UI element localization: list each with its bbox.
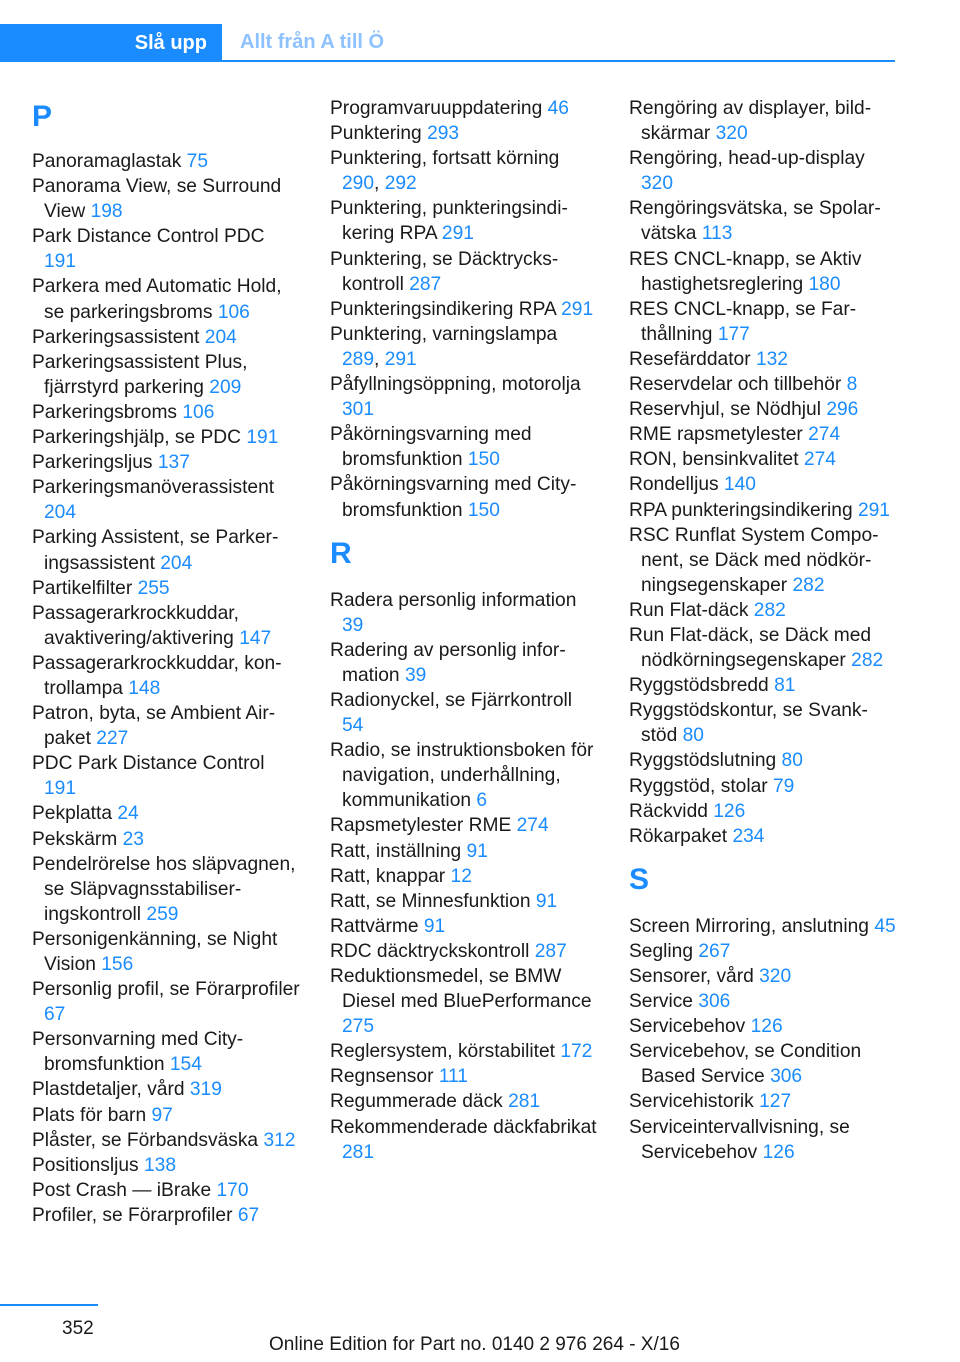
index-entry-text: Radionyckel, se Fjärrkontroll: [330, 689, 573, 711]
page-link[interactable]: 113: [701, 223, 733, 245]
index-entry: [32, 1077, 300, 1102]
index-entry: [330, 422, 598, 472]
index-entry-text: Servicehistorik: [629, 1091, 754, 1113]
index-entry: [629, 1014, 897, 1039]
index-entry: [32, 325, 300, 350]
page-link[interactable]: 24: [117, 803, 139, 825]
page-link[interactable]: 8: [846, 374, 858, 396]
index-entry: [629, 372, 897, 397]
page-link[interactable]: 204: [204, 326, 237, 348]
page-link[interactable]: 12: [450, 865, 472, 887]
page-link[interactable]: 291: [857, 499, 890, 521]
page-link[interactable]: 81: [774, 675, 796, 697]
index-entry: [629, 989, 897, 1014]
index-entry-text: Serviceintervallvisning, se Servicebehov: [629, 1116, 850, 1163]
page-link[interactable]: 75: [186, 151, 209, 172]
index-entry: [330, 964, 598, 1039]
index-entry: [629, 422, 897, 447]
page-separator: ,: [374, 348, 380, 370]
index-entry-text: Patron, byta, se Ambient Air-paket: [32, 703, 276, 750]
index-entry-text: RON, bensinkvalitet: [629, 449, 799, 471]
index-entry: [330, 889, 598, 914]
index-entry: [629, 96, 897, 146]
index-entry: [629, 748, 897, 773]
page-link[interactable]: 234: [732, 825, 765, 847]
index-entry: [32, 801, 300, 826]
page-link[interactable]: 80: [682, 725, 704, 747]
page-link[interactable]: 91: [466, 840, 488, 862]
page-link[interactable]: 111: [438, 1066, 468, 1088]
page-link[interactable]: 127: [759, 1091, 792, 1113]
index-column-2: [330, 96, 598, 1165]
page-link[interactable]: 150: [467, 499, 500, 521]
page-link[interactable]: 319: [189, 1079, 222, 1101]
index-entry-text: Sensorer, vård: [629, 966, 754, 987]
index-entry: [629, 196, 897, 246]
index-entry: [629, 673, 897, 698]
tab-sla-upp[interactable]: Slå upp: [0, 24, 222, 62]
index-entry-text: Run Flat-däck, se Däck med nödkörningsegenskaper: [629, 624, 872, 672]
index-entry-text: Radio, se instruktionsboken för navigation, underhållning, kommunikation: [330, 740, 594, 812]
index-entry-text: Rengöring, head-up-display: [629, 148, 865, 170]
index-entry-text: Reglersystem, körstabilitet: [330, 1041, 555, 1063]
index-entry: [32, 977, 300, 1027]
index-entry-text: Parkeringsassistent Plus, fjärrstyrd parkering: [32, 351, 248, 398]
index-entry: [330, 121, 598, 146]
index-entry: [629, 623, 897, 673]
index-entry: [330, 1039, 598, 1064]
page-link[interactable]: 320: [641, 173, 674, 195]
page-link[interactable]: 296: [826, 399, 859, 421]
index-entry: [629, 447, 897, 472]
index-entry-text: Rekommenderade däckfabrikat: [330, 1116, 597, 1138]
index-entry-text: Segling: [629, 940, 694, 962]
index-entry-text: Påfyllningsöppning, motorolja: [330, 374, 581, 396]
index-entry-text: Ryggstödskontur, se Svankstöd: [629, 700, 868, 747]
index-entry-text: Panorama View, se Surround View: [32, 176, 282, 223]
index-entry-text: Punktering: [330, 123, 422, 145]
index-entry-text: Servicebehov: [629, 1016, 746, 1038]
tab-allt-fran-a-till-o[interactable]: Allt från A till Ö: [240, 30, 385, 53]
index-entry-text: Reservhjul, se Nödhjul: [629, 399, 821, 421]
index-entry-text: Positionsljus: [32, 1154, 139, 1176]
page-link[interactable]: 132: [755, 348, 788, 370]
index-entry: [32, 450, 300, 475]
page-link[interactable]: 291: [441, 223, 474, 245]
index-entry-text: Parkera med Automatic Hold, se parkeringsbroms: [32, 276, 282, 323]
index-entry: [32, 751, 300, 801]
index-entry: [330, 322, 598, 372]
index-entry: [32, 1203, 300, 1228]
index-entry: [330, 96, 598, 121]
index-entry-text: RME rapsmetylester: [629, 424, 803, 446]
index-entry: [330, 638, 598, 688]
index-entry-text: Post Crash — iBrake: [32, 1179, 212, 1201]
page-link[interactable]: 274: [808, 424, 841, 446]
index-entry: [629, 914, 897, 939]
index-entry: [330, 588, 598, 638]
index-entry: [629, 146, 897, 196]
index-entry: [629, 498, 897, 523]
index-entry: [629, 397, 897, 422]
index-entry-text: PDC Park Distance Control: [32, 753, 265, 775]
index-entry-text: Park Distance Control PDC: [32, 226, 265, 248]
index-entry-text: Resefärddator: [629, 348, 751, 370]
index-entry: [330, 813, 598, 838]
index-entry-text: Personvarning med City-bromsfunktion: [32, 1029, 244, 1076]
index-entry-text: Ryggstödslutning: [629, 750, 777, 772]
index-entry-text: RES CNCL-knapp, se Farthållning: [629, 298, 857, 345]
index-entry-text: Ratt, knappar: [330, 865, 446, 887]
page-link[interactable]: 227: [96, 728, 129, 750]
index-entry: [32, 475, 300, 525]
index-entry-text: Ryggstöd, stolar: [629, 775, 768, 797]
index-entry-text: Rökarpaket: [629, 825, 728, 847]
index-entry: [330, 472, 598, 522]
edition-footer: Online Edition for Part no. 0140 2 976 264 - X/16: [269, 1334, 680, 1355]
index-entry: [330, 247, 598, 297]
index-entry: [32, 350, 300, 400]
index-entry: [629, 824, 897, 849]
index-entry: [32, 1103, 300, 1128]
page-link[interactable]: 287: [534, 940, 567, 962]
index-entry: [32, 525, 300, 575]
index-entry: [330, 688, 598, 738]
page-link[interactable]: 137: [157, 452, 190, 474]
index-entry: [32, 601, 300, 651]
page-link[interactable]: 281: [508, 1091, 541, 1113]
page-link[interactable]: 281: [342, 1141, 375, 1163]
page-link[interactable]: 106: [182, 401, 215, 423]
page-link[interactable]: 204: [44, 502, 77, 524]
index-entry-text: Radera personlig information: [330, 589, 577, 611]
index-entry: [32, 1027, 300, 1077]
index-entry-text: Regummerade däck: [330, 1091, 503, 1113]
index-entry: [629, 598, 897, 623]
index-entry-text: Reservdelar och tillbehör: [629, 374, 842, 396]
page-link[interactable]: 45: [874, 915, 896, 937]
index-entry-text: Parking Assistent, se Parkeringsassistent: [32, 527, 279, 574]
index-entry-text: Partikelfilter: [32, 577, 133, 599]
index-entry-text: Punktering, varningslampa: [330, 323, 558, 345]
index-entry-text: Pekplatta: [32, 803, 113, 825]
page-link[interactable]: 150: [467, 449, 500, 471]
page-link[interactable]: 320: [759, 966, 792, 987]
index-entry-text: Pekskärm: [32, 828, 118, 850]
page-link[interactable]: 191: [44, 778, 77, 800]
page-link[interactable]: 306: [698, 991, 731, 1013]
page-link[interactable]: 106: [217, 301, 250, 323]
section-letter: R: [330, 536, 352, 570]
tab-bar-rule: [0, 60, 895, 62]
index-entry: [629, 297, 897, 347]
index-entry: [32, 651, 300, 701]
index-entry-text: Plastdetaljer, vård: [32, 1079, 185, 1101]
index-entry-text: Punktering, punkteringsindikering RPA: [330, 198, 568, 245]
page-link[interactable]: 91: [423, 915, 446, 937]
index-entry: [330, 146, 598, 196]
index-entry-text: Rattvärme: [330, 915, 419, 937]
page-link[interactable]: 97: [151, 1104, 173, 1126]
index-entry: [32, 701, 300, 751]
index-entry-text: Reduktionsmedel, se BMW Diesel med BluePerformance: [330, 966, 592, 1013]
index-entry-text: Ratt, inställning: [330, 840, 462, 862]
page-link[interactable]: 126: [750, 1016, 783, 1038]
page-link[interactable]: 126: [762, 1141, 795, 1163]
index-entry-text: Pendelrörelse hos släpvagnen, se Släpvagnsstabiliseringskontroll: [32, 853, 296, 925]
page-link[interactable]: 148: [128, 677, 161, 699]
section-letter: P: [32, 100, 53, 133]
index-entry: [330, 372, 598, 422]
index-entry-text: RDC däcktryckskontroll: [330, 940, 530, 962]
page-link[interactable]: 282: [753, 599, 786, 621]
index-entry: [32, 274, 300, 324]
index-entry-text: Parkeringsljus: [32, 452, 153, 474]
page-link[interactable]: 170: [216, 1179, 249, 1201]
index-entry-text: RPA punkteringsindikering: [629, 499, 853, 521]
index-entry-text: Rengöring av displayer, bildskärmar: [629, 98, 872, 145]
index-entry: [629, 799, 897, 824]
page-link[interactable]: 138: [144, 1154, 177, 1176]
index-entry-text: Påkörningsvarning med bromsfunktion: [330, 424, 532, 471]
page-link[interactable]: 312: [263, 1129, 296, 1151]
index-entry-text: Servicebehov, se Condition Based Service: [629, 1041, 862, 1088]
page-link[interactable]: 267: [698, 940, 731, 962]
page-link[interactable]: 147: [239, 627, 272, 649]
index-entry-text: Räckvidd: [629, 800, 708, 822]
page-link[interactable]: 67: [237, 1204, 260, 1226]
index-entry-text: Punkteringsindikering RPA: [330, 298, 556, 320]
page-link[interactable]: 289: [342, 348, 375, 370]
index-entry: [330, 1115, 598, 1165]
index-entry: [32, 1178, 300, 1203]
index-entry-text: Parkeringsbroms: [32, 401, 178, 423]
index-entry-text: Passagerarkrockkuddar, avaktivering/aktivering: [32, 602, 239, 649]
page-link[interactable]: 177: [717, 323, 750, 345]
index-entry: [629, 247, 897, 297]
index-entry-text: Personigenkänning, se Night Vision: [32, 928, 278, 975]
page-link[interactable]: 209: [209, 376, 242, 398]
page-separator: ,: [374, 173, 380, 195]
index-entry-text: RSC Runflat System Component, se Däck med nödkörningsegenskaper: [629, 524, 879, 596]
index-entry: [330, 1089, 598, 1114]
index-entry: [629, 1089, 897, 1114]
page-link[interactable]: 320: [715, 123, 748, 145]
index-entry: [32, 400, 300, 425]
section-letter: S: [629, 862, 650, 896]
index-column-3: [629, 96, 897, 1165]
page-link[interactable]: 291: [561, 298, 594, 320]
index-entry-text: Parkeringsmanöverassistent: [32, 477, 275, 499]
page-link[interactable]: 306: [770, 1066, 803, 1088]
index-entry-text: Punktering, fortsatt körning: [330, 148, 560, 170]
page-link[interactable]: 91: [535, 890, 558, 912]
index-entry-text: Screen Mirroring, anslutning: [629, 915, 869, 937]
index-entry: [32, 852, 300, 927]
index-entry: [330, 196, 598, 246]
index-entry: [330, 939, 598, 964]
page-link[interactable]: 39: [404, 664, 427, 686]
tab-bar: [0, 24, 895, 62]
index-entry-text: Ratt, se Minnesfunktion: [330, 890, 531, 912]
page-link[interactable]: 46: [547, 98, 569, 119]
page-link[interactable]: 172: [560, 1041, 593, 1063]
index-entry: [32, 224, 300, 274]
index-entry: [32, 927, 300, 977]
page-link[interactable]: 301: [342, 399, 375, 421]
page-link[interactable]: 274: [803, 449, 836, 471]
page-link[interactable]: 290: [342, 173, 375, 195]
page-link[interactable]: 292: [384, 173, 417, 195]
page-link[interactable]: 80: [781, 750, 803, 772]
index-entry: [629, 698, 897, 748]
page-link[interactable]: 191: [44, 251, 77, 273]
index-entry: [330, 738, 598, 813]
index-entry: [330, 1064, 598, 1089]
page-link[interactable]: 67: [44, 1004, 66, 1026]
footer-rule: [0, 1304, 98, 1306]
index-entry-text: Påkörningsvarning med City-bromsfunktion: [330, 474, 577, 521]
index-entry-text: Service: [629, 991, 693, 1013]
index-entry: [32, 576, 300, 601]
page-link[interactable]: 154: [169, 1054, 202, 1076]
index-entry-text: Rondelljus: [629, 474, 719, 496]
index-entry-text: Rapsmetylester RME: [330, 815, 512, 837]
page-link[interactable]: 275: [342, 1016, 375, 1038]
index-entry: [629, 523, 897, 598]
page-link[interactable]: 23: [122, 828, 144, 850]
page-link[interactable]: 255: [137, 577, 170, 599]
index-entry: [629, 1115, 897, 1165]
index-entry: [32, 1128, 300, 1153]
index-entry: [629, 1039, 897, 1089]
index-entry: [330, 914, 598, 939]
index-entry: [32, 149, 300, 174]
index-entry-text: Plåster, se Förbandsväska: [32, 1129, 259, 1151]
index-entry-text: Panoramaglastak: [32, 151, 182, 172]
index-entry: [629, 472, 897, 497]
index-entry: [330, 839, 598, 864]
index-entry-text: RES CNCL-knapp, se Aktiv hastighetsreglering: [629, 248, 862, 295]
page-link[interactable]: 282: [851, 650, 884, 672]
index-entry-text: Programvaruuppdatering: [330, 98, 543, 119]
page-link[interactable]: 54: [342, 715, 364, 737]
index-entry: [32, 425, 300, 450]
page-link[interactable]: 79: [773, 775, 795, 797]
index-entry: [32, 174, 300, 224]
index-entry: [32, 827, 300, 852]
index-entry: [629, 939, 897, 964]
index-entry-text: Plats för barn: [32, 1104, 147, 1126]
index-entry-text: Ryggstödsbredd: [629, 675, 769, 697]
index-entry-text: Parkeringsassistent: [32, 326, 200, 348]
page-number: 352: [62, 1318, 94, 1339]
page-link[interactable]: 180: [808, 273, 841, 295]
page-link[interactable]: 126: [713, 800, 746, 822]
page-link[interactable]: 204: [160, 552, 193, 574]
index-entry: [330, 297, 598, 322]
index-entry-text: Run Flat-däck: [629, 599, 749, 621]
page-link[interactable]: 198: [90, 201, 123, 223]
index-column-1: [32, 96, 300, 1228]
index-entry-text: Profiler, se Förarprofiler: [32, 1204, 233, 1226]
index-entry: [629, 774, 897, 799]
page-link[interactable]: 259: [146, 903, 179, 925]
page-link[interactable]: 287: [409, 273, 442, 295]
page-link[interactable]: 6: [476, 790, 488, 812]
index-entry-text: Regnsensor: [330, 1066, 434, 1088]
index-entry: [32, 1153, 300, 1178]
page-link[interactable]: 282: [792, 574, 825, 596]
index-entry: [629, 347, 897, 372]
index-entry-text: Passagerarkrockkuddar, kontrollampa: [32, 652, 282, 699]
page-link[interactable]: 156: [101, 954, 134, 975]
index-entry-text: Radering av personlig information: [330, 639, 566, 686]
page-link[interactable]: 291: [384, 348, 417, 370]
index-entry: [330, 864, 598, 889]
index-entry-text: Parkeringshjälp, se PDC: [32, 427, 242, 449]
page-link[interactable]: 191: [246, 427, 279, 449]
page-link[interactable]: 274: [516, 815, 549, 837]
index-entry-text: Personlig profil, se Förarprofiler: [32, 979, 300, 1001]
index-entry: [629, 964, 897, 989]
page-link[interactable]: 39: [342, 614, 364, 636]
index-entry-text: Rengöringsvätska, se Spolarvätska: [629, 198, 881, 245]
page-link[interactable]: 140: [723, 474, 756, 496]
page-link[interactable]: 293: [427, 123, 460, 145]
index-entry-text: Punktering, se Däcktryckskontroll: [330, 248, 559, 295]
